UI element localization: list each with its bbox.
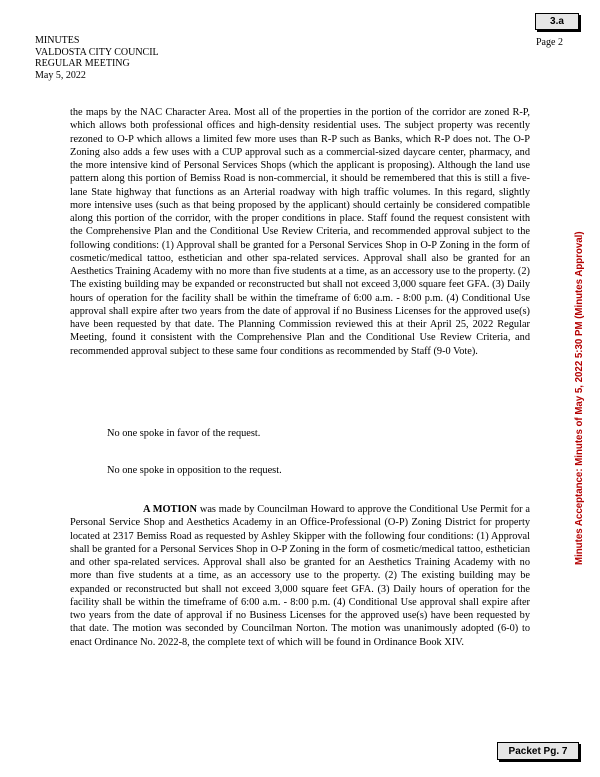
motion-body-text: was made by Councilman Howard to approve the Conditional Use Permit for a Personal Service Shop and Aesthetics Academy in an Office-Professional (O-P) Zoning District for property located at 2317 Bemiss Road as requested by Ashley Skipper with the following four conditions: (1) Approval shall be granted for a Personal Services Shop in O-P Zoning in the form of cosmetic/medical tattoo, esthetician and other spa-related services. Approval shall also be granted for an Aesthetics Training Academy with no more than five students at a time, as an accessory use to the property. (2) The existing building may be expanded or reconstructed but shall not exceed 3,000 square feet GFA. (3) Daily hours of operation for the facility shall be within the timeframe of 6:00 a.m. - 8:00 p.m. (4) Conditional Use approval shall expire after two years from the date of approval if no Business Licenses for the approved use(s) have been requested by that date. The motion was seconded by Councilman Norton. The motion was unanimously adopted (6-0) to enact Ordinance No. 2022-8, the complete text of which will be found in Ordinance Book XIV. <box>70 504 531 648</box>
page-number: Page 2 <box>536 37 563 48</box>
document-header <box>35 35 159 81</box>
motion-lead-text: A MOTION <box>143 504 198 515</box>
header-meeting-type: REGULAR MEETING <box>35 58 130 69</box>
favor-paragraph: No one spoke in favor of the request. <box>107 428 261 439</box>
staff-report-paragraph: the maps by the NAC Character Area. Most all of the properties in the portion of the corridor are zoned R-P, which allows both professional offices and high-density residential uses. The subject property was recently rezoned to O-P which allows a limited few more uses than R-P such as Banks, which R-P does not. The O-P Zoning also adds a few uses with a CUP approval such as a commercial-sized daycare center, pharmacy, and the more intensive kind of Personal Services Shops (which the applicant is proposing). Although the land use pattern along this portion of Bemiss Road is non-commercial, it should be remembered that this is still a five-lane State highway that functions as an Arterial roadway with high traffic volumes. In this regard, slightly more intensive uses (such as that being proposed by the applicant) should certainly be considered compatible along this portion of the corridor, with the proper conditions in place. Staff found the request consistent with the Comprehensive Plan and the Conditional Use Review Criteria, and recommended approval subject to the following conditions: (1) Approval shall be granted for a Personal Services Shop in O-P Zoning in the form of cosmetic/medical tattoo, esthetician and other spa-related services. Approval shall also be granted for an Aesthetics Training Academy with no more than five students at a time, as an accessory use to the property. (2) The existing building may be expanded or reconstructed but shall not exceed 3,000 square feet GFA. (3) Daily hours of operation for the facility shall be within the timeframe of 6:00 a.m. - 8:00 p.m. (4) Conditional Use approval shall expire after two years from the date of approval if no Business Licenses for the approved use(s) have been requested by that date. The Planning Commission reviewed this at their April 25, 2022 Regular Meeting, found it consistent with the Comprehensive Plan and the Conditional Use Review Criteria, and recommended approval subject to these same four conditions as recommended by Staff (9-0 Vote). <box>70 107 530 357</box>
motion-paragraph <box>70 503 530 649</box>
opposition-paragraph: No one spoke in opposition to the request. <box>107 465 282 476</box>
packet-page-badge: Packet Pg. 7 <box>497 742 579 760</box>
header-council: VALDOSTA CITY COUNCIL <box>35 46 159 58</box>
minutes-acceptance-side-note: Minutes Acceptance: Minutes of May 5, 2022 5:30 PM (Minutes Approval) <box>574 231 585 565</box>
header-date: May 5, 2022 <box>35 69 86 81</box>
header-minutes: MINUTES <box>35 35 80 46</box>
agenda-item-badge: 3.a <box>535 13 579 30</box>
